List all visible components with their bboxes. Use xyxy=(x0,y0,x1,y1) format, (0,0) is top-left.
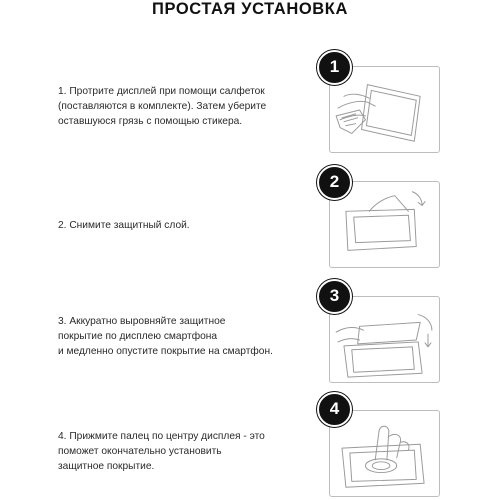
step-4-number-badge: 4 xyxy=(317,392,352,427)
step-1-text xyxy=(58,84,320,130)
step-3-number-badge: 3 xyxy=(317,279,352,314)
step-1-number-badge: 1 xyxy=(317,50,352,85)
step-4-line-3: защитное покрытие. xyxy=(58,461,155,473)
step-2-line-1: 2. Снимите защитный слой. xyxy=(58,220,190,231)
step-2-number-badge: 2 xyxy=(317,165,352,200)
step-4-line-1: 4. Прижмите палец по центру дисплея - это xyxy=(58,431,265,442)
step-4-illustration-frame xyxy=(329,410,440,497)
page-title: ПРОСТАЯ УСТАНОВКА xyxy=(152,0,348,18)
step-1-line-2: (поставляются в комплекте). Затем уберите xyxy=(58,101,267,113)
step-4-line-2: поможет окончательно установить xyxy=(58,446,222,458)
step-2-text xyxy=(58,218,320,233)
finger-pressing-center-icon xyxy=(330,411,439,496)
step-3-line-3: и медленно опустите покрытие на смартфон. xyxy=(58,346,273,358)
step-3-line-2: покрытие по дисплею смартфона xyxy=(58,331,218,343)
step-1-line-3: оставшуюся грязь с помощью стикера. xyxy=(58,116,243,128)
step-3-text xyxy=(58,314,320,360)
step-1-line-1: 1. Протрите дисплей при помощи салфеток xyxy=(58,86,265,97)
step-3-line-1: 3. Аккуратно выровняйте защитное xyxy=(58,316,226,327)
aligning-film-on-phone-icon xyxy=(330,297,439,382)
step-4-text xyxy=(58,429,320,475)
